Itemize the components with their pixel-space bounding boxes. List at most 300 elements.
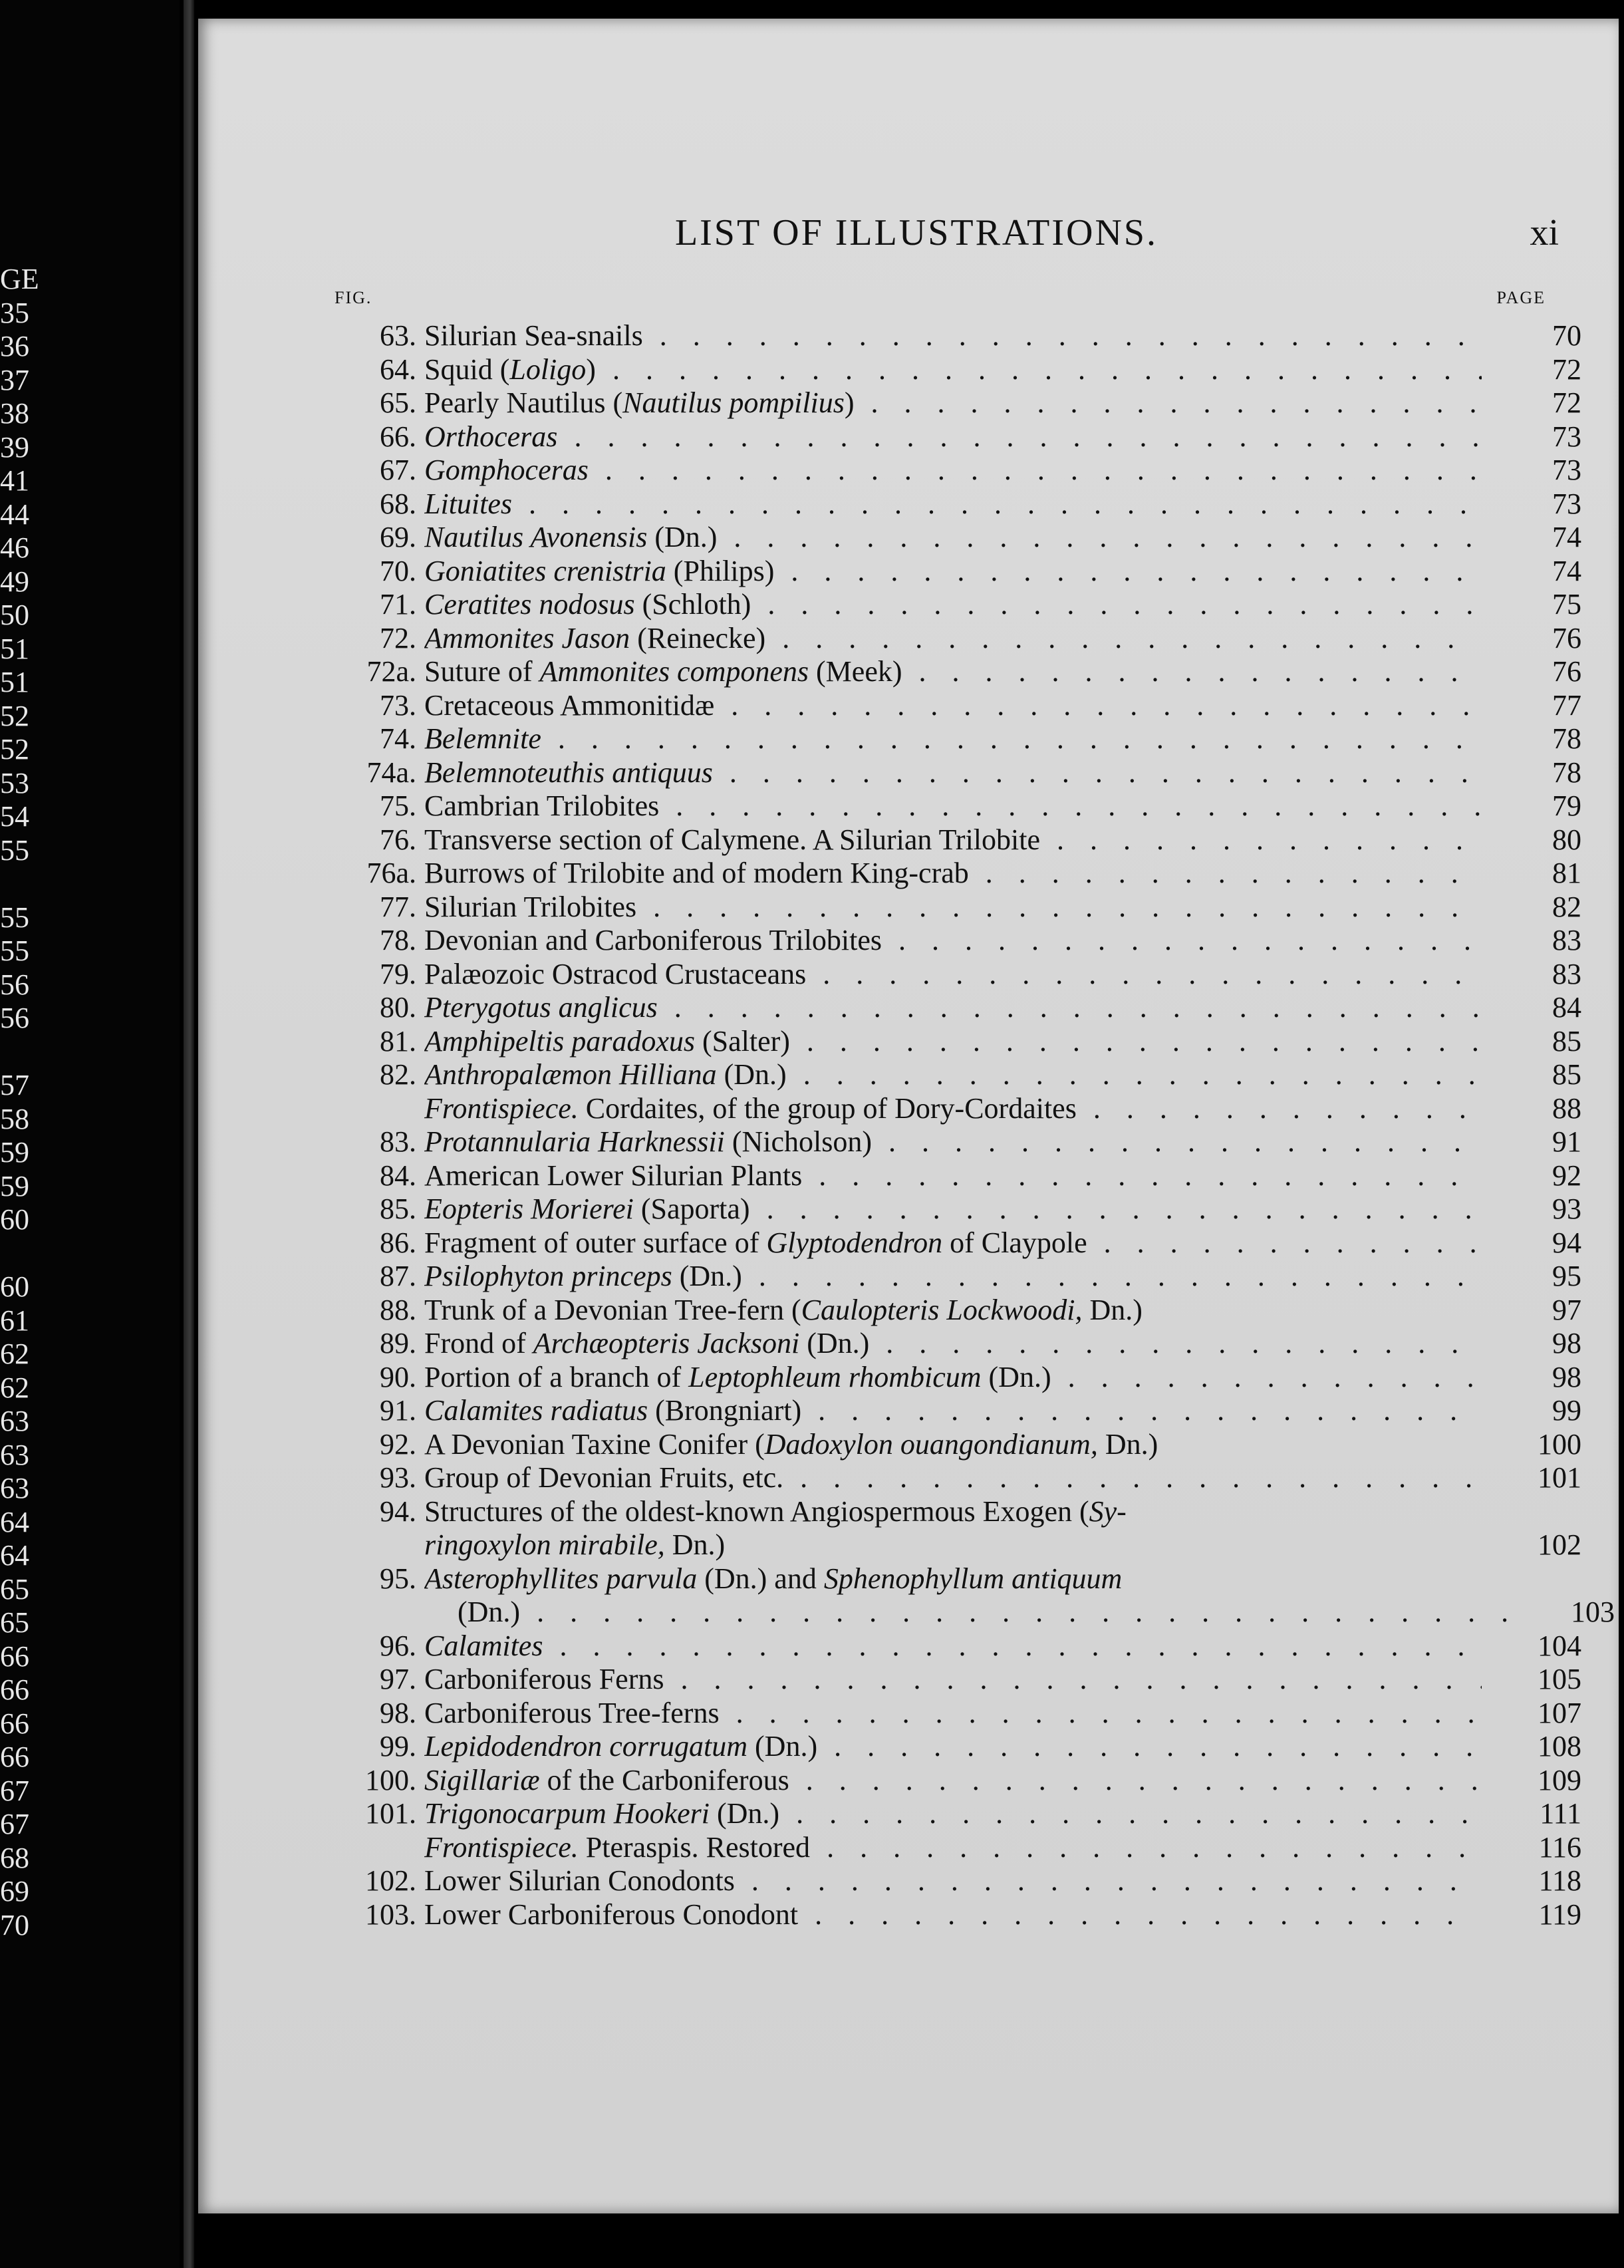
list-item <box>198 454 1619 488</box>
caption-italic-text: Anthropalæmon Hilliana <box>424 1058 717 1091</box>
figure-number: 95. <box>380 1562 416 1595</box>
facing-page-number: 64 <box>0 1505 29 1538</box>
figure-caption <box>424 958 1482 991</box>
figure-caption <box>424 655 1482 688</box>
list-item <box>198 756 1619 790</box>
figure-number: 64. <box>380 353 416 386</box>
page-reference: 104 <box>1538 1629 1581 1662</box>
caption-italic-text: Leptophleum rhombicum <box>688 1360 982 1393</box>
page-reference: 98 <box>1552 1327 1581 1359</box>
facing-page-number: 38 <box>0 397 29 430</box>
list-item <box>198 1596 1619 1630</box>
figure-caption <box>424 689 1482 722</box>
list-item <box>198 1864 1619 1898</box>
caption-italic-text: Calamites <box>424 1629 543 1662</box>
caption-text: (Meek) <box>809 655 902 688</box>
facing-page-number: 56 <box>0 1002 29 1034</box>
caption-italic-text: Dadoxylon ouangondianum, <box>764 1427 1098 1461</box>
page-reference: 93 <box>1552 1193 1581 1225</box>
facing-page-number: 55 <box>0 934 29 967</box>
list-item <box>198 319 1619 353</box>
page-reference: 116 <box>1538 1830 1581 1864</box>
list-item <box>198 1528 1619 1562</box>
facing-page-number: 36 <box>0 330 29 362</box>
page-reference: 76 <box>1552 655 1581 688</box>
list-item <box>198 1697 1619 1731</box>
page-reference: 105 <box>1538 1663 1581 1695</box>
figure-number: 67. <box>380 454 416 486</box>
page-reference: 72 <box>1552 386 1581 419</box>
facing-page-edge <box>0 0 180 2268</box>
list-item <box>198 488 1619 521</box>
facing-page-number: 54 <box>0 800 29 833</box>
figure-number: 70. <box>380 554 416 587</box>
caption-italic-text: Loligo <box>509 353 587 386</box>
list-item <box>198 1327 1619 1361</box>
page-reference: 97 <box>1552 1293 1581 1326</box>
page-reference: 109 <box>1538 1763 1581 1796</box>
caption-italic-text: Trigonocarpum Hookeri <box>424 1797 710 1830</box>
page-reference: 73 <box>1552 454 1581 486</box>
figure-caption <box>424 1864 1482 1898</box>
caption-italic-text: Psilophyton princeps <box>424 1260 672 1292</box>
caption-italic-text: Frontispiece. <box>424 1091 579 1125</box>
caption-italic-text: Belemnoteuthis antiquus <box>424 756 713 789</box>
caption-italic-text: Eopteris Morierei <box>424 1193 634 1225</box>
facing-page-number: 67 <box>0 1808 29 1840</box>
page-reference: 79 <box>1552 789 1581 822</box>
caption-text: Portion of a branch of <box>424 1360 689 1393</box>
facing-page-number: 51 <box>0 666 29 698</box>
page-reference: 76 <box>1552 621 1581 654</box>
list-item <box>198 1226 1619 1260</box>
figure-caption <box>424 1764 1482 1797</box>
facing-page-number: 63 <box>0 1472 29 1504</box>
figure-number: 93. <box>380 1461 416 1494</box>
caption-text: A Devonian Taxine Conifer ( <box>424 1427 765 1461</box>
fig-column-header: FIG. <box>335 288 372 307</box>
figure-caption <box>424 1394 1482 1427</box>
book-page <box>198 19 1619 2213</box>
facing-page-number: 51 <box>0 632 29 665</box>
figure-caption <box>424 789 1482 823</box>
caption-text: Devonian and Carboniferous Trilobites <box>424 924 882 956</box>
page-reference: 92 <box>1552 1159 1581 1192</box>
caption-text: (Dn.) <box>458 1596 521 1628</box>
column-headers <box>198 288 1619 315</box>
figure-caption <box>424 1528 1482 1562</box>
list-item <box>198 1058 1619 1092</box>
figure-number: 73. <box>380 688 416 722</box>
figure-caption <box>424 891 1482 924</box>
figure-caption <box>424 386 1482 420</box>
list-item <box>198 1125 1619 1159</box>
caption-italic-text: Pterygotus anglicus <box>424 991 658 1024</box>
caption-italic-text: Frontispiece. <box>424 1830 579 1864</box>
list-item <box>198 1898 1619 1932</box>
caption-italic-text: ringoxylon mirabile, <box>424 1528 665 1561</box>
facing-page-number: 60 <box>0 1203 29 1236</box>
list-item <box>198 1193 1619 1226</box>
facing-page-number: 66 <box>0 1673 29 1706</box>
caption-italic-text: Sphenophyllum antiquum <box>823 1562 1123 1595</box>
facing-page-number: 58 <box>0 1102 29 1135</box>
figure-number: 100. <box>365 1763 416 1796</box>
caption-italic-text: Calamites radiatus <box>424 1394 648 1427</box>
caption-text: Carboniferous Tree-ferns <box>424 1696 720 1729</box>
list-item <box>198 1797 1619 1831</box>
caption-text: ) <box>586 353 596 386</box>
figure-caption <box>424 1495 1482 1528</box>
caption-text: Cambrian Trilobites <box>424 789 660 822</box>
figure-caption <box>424 722 1482 756</box>
facing-page-number: 64 <box>0 1539 29 1572</box>
page-reference: 74 <box>1552 521 1581 553</box>
caption-italic-text: Orthoceras <box>424 420 558 453</box>
list-item <box>198 958 1619 992</box>
figure-caption <box>424 1025 1482 1058</box>
caption-italic-text: Glyptodendron <box>766 1226 943 1259</box>
list-item <box>198 857 1619 891</box>
caption-text: Silurian Trilobites <box>424 890 637 923</box>
page-reference: 101 <box>1538 1461 1581 1494</box>
caption-italic-text: Caulopteris Lockwoodi, <box>801 1293 1083 1326</box>
book-gutter <box>184 0 194 2268</box>
page-reference: 99 <box>1552 1394 1581 1427</box>
facing-page-number: 66 <box>0 1741 29 1773</box>
figure-caption <box>424 1630 1482 1663</box>
page-reference: 85 <box>1552 1058 1581 1091</box>
figure-caption <box>424 1596 1515 1629</box>
list-item <box>198 689 1619 723</box>
caption-text: (Schloth) <box>634 588 751 621</box>
caption-italic-text: Nautilus Avonensis <box>424 521 648 553</box>
figure-number: 63. <box>380 319 416 352</box>
facing-page-number: 67 <box>0 1774 29 1807</box>
figure-caption <box>424 1461 1482 1494</box>
list-item <box>198 521 1619 555</box>
caption-text: Suture of <box>424 655 540 688</box>
figure-caption <box>424 555 1482 588</box>
facing-page-number: 66 <box>0 1639 29 1673</box>
caption-text: Carboniferous Ferns <box>424 1663 664 1695</box>
caption-text: Fragment of outer surface of <box>424 1226 767 1259</box>
figure-number: 103. <box>365 1898 416 1931</box>
page-reference: 77 <box>1552 688 1581 722</box>
figure-number: 65. <box>380 386 416 419</box>
figure-number: 91. <box>380 1394 416 1427</box>
figure-number: 76. <box>380 823 416 856</box>
caption-italic-text: Asterophyllites parvula <box>424 1562 698 1595</box>
facing-page-number: 62 <box>0 1338 29 1370</box>
figure-number: 85. <box>380 1193 416 1225</box>
list-item <box>198 622 1619 656</box>
page-column-header: PAGE <box>1496 288 1546 307</box>
page-reference: 78 <box>1552 756 1581 789</box>
facing-page-number <box>0 1237 73 1271</box>
figure-caption <box>424 857 1482 890</box>
figure-caption <box>424 488 1482 521</box>
caption-italic-text: Protannularia Harknessii <box>424 1125 725 1158</box>
facing-page-number: 49 <box>0 565 29 598</box>
list-item <box>198 1361 1619 1395</box>
list-item <box>198 555 1619 589</box>
page-reference: 118 <box>1538 1864 1581 1897</box>
list-item <box>198 420 1619 454</box>
list-item <box>198 1630 1619 1663</box>
page-title: LIST OF ILLUSTRATIONS. <box>674 212 1158 253</box>
caption-italic-text: Belemnite <box>424 722 541 755</box>
figure-number: 101. <box>365 1797 416 1830</box>
page-reference: 72 <box>1552 353 1581 386</box>
figure-number: 90. <box>380 1360 416 1393</box>
figure-caption <box>424 1058 1482 1091</box>
page-reference: 81 <box>1552 857 1581 889</box>
figure-number: 99. <box>380 1730 416 1763</box>
figure-caption <box>424 454 1482 487</box>
caption-italic-text: Amphipeltis paradoxus <box>424 1024 695 1058</box>
facing-page-number: 65 <box>0 1572 29 1606</box>
caption-text: (Saporta) <box>633 1193 750 1225</box>
figure-caption <box>424 1226 1482 1260</box>
caption-text: Dn.) <box>1097 1427 1158 1461</box>
caption-text: of Claypole <box>942 1226 1087 1259</box>
page-reference: 83 <box>1552 957 1581 990</box>
list-item <box>198 991 1619 1025</box>
page-reference: 83 <box>1552 924 1581 956</box>
facing-page-number: 70 <box>0 1908 29 1941</box>
facing-page-number: 63 <box>0 1405 29 1437</box>
list-item <box>198 588 1619 622</box>
list-item <box>198 386 1619 420</box>
caption-italic-text: Lepidodendron corrugatum <box>424 1730 748 1763</box>
figure-number: 76a. <box>366 857 416 889</box>
caption-text: (Dn.) <box>647 521 718 553</box>
list-item <box>198 1260 1619 1294</box>
page-reference: 82 <box>1552 890 1581 923</box>
figure-number: 81. <box>380 1024 416 1058</box>
page-reference: 95 <box>1552 1260 1581 1292</box>
figure-number: 96. <box>380 1629 416 1662</box>
caption-text: Transverse section of Calymene. A Silurian Trilobite <box>424 823 1040 856</box>
caption-text: (Dn.) <box>981 1360 1051 1393</box>
caption-text: (Nicholson) <box>724 1125 873 1158</box>
figure-caption <box>424 1193 1482 1226</box>
page-reference: 73 <box>1552 420 1581 453</box>
facing-page-number: 66 <box>0 1707 29 1740</box>
list-item <box>198 1394 1619 1428</box>
list-item <box>198 1461 1619 1495</box>
page-reference: 88 <box>1552 1091 1581 1125</box>
figure-number: 79. <box>380 957 416 990</box>
facing-page-number: 35 <box>0 296 29 329</box>
page-reference: 108 <box>1538 1730 1581 1763</box>
caption-italic-text: Gomphoceras <box>424 454 589 486</box>
facing-page-number: 50 <box>0 599 29 631</box>
list-item <box>198 823 1619 857</box>
figure-number: 82. <box>380 1058 416 1091</box>
facing-page-number: 59 <box>0 1169 29 1203</box>
figure-number: 98. <box>380 1696 416 1729</box>
caption-text: Cordaites, of the group of Dory-Cordaites <box>578 1091 1077 1125</box>
figure-number: 78. <box>380 924 416 956</box>
caption-text: Lower Carboniferous Conodont <box>424 1898 799 1931</box>
figure-caption <box>424 1361 1482 1394</box>
figure-caption <box>424 1697 1482 1730</box>
list-item <box>198 891 1619 924</box>
list-item <box>198 722 1619 756</box>
figure-number: 84. <box>380 1159 416 1192</box>
figure-caption <box>424 622 1482 655</box>
caption-italic-text: Goniatites crenistria <box>424 554 666 587</box>
page-reference: 91 <box>1552 1125 1581 1158</box>
caption-text: Trunk of a Devonian Tree-fern ( <box>424 1293 801 1326</box>
caption-text: Palæozoic Ostracod Crustaceans <box>424 957 807 990</box>
caption-text: American Lower Silurian Plants <box>424 1159 803 1192</box>
caption-text: Dn.) <box>664 1528 726 1561</box>
list-item <box>198 1562 1619 1596</box>
facing-page-number: 55 <box>0 833 29 867</box>
facing-page-number <box>0 867 73 901</box>
list-item <box>198 789 1619 823</box>
caption-italic-text: Ammonites componens <box>539 655 809 688</box>
figure-caption <box>424 823 1482 857</box>
caption-italic-text: Lituites <box>424 487 513 520</box>
page-reference: 100 <box>1538 1427 1581 1461</box>
figure-number: 72a. <box>366 655 416 688</box>
figure-caption <box>424 1260 1482 1293</box>
caption-italic-text: Nautilus pompilius <box>622 386 845 419</box>
caption-text: (Dn.) <box>799 1327 870 1359</box>
figure-number: 74. <box>380 722 416 755</box>
facing-page-number: 61 <box>0 1304 29 1337</box>
figure-caption <box>424 1730 1482 1763</box>
page-reference: 119 <box>1538 1898 1581 1931</box>
caption-text: (Dn.) <box>710 1797 780 1830</box>
facing-page-number: 37 <box>0 363 29 396</box>
facing-page-number: 57 <box>0 1069 29 1101</box>
caption-text: (Dn.) and <box>697 1562 824 1595</box>
page-number: xi <box>1530 212 1559 253</box>
page-reference: 102 <box>1538 1528 1581 1561</box>
list-item <box>198 1428 1619 1462</box>
figure-number: 68. <box>380 487 416 520</box>
caption-text: Frond of <box>424 1327 533 1359</box>
page-reference: 103 <box>1571 1596 1615 1628</box>
figure-caption <box>424 420 1482 454</box>
facing-page-number: 53 <box>0 766 29 799</box>
caption-text: (Dn.) <box>716 1058 787 1091</box>
caption-text: (Dn.) <box>672 1260 742 1292</box>
facing-page-number: 44 <box>0 497 29 531</box>
caption-text: Burrows of Trilobite and of modern King-crab <box>424 857 969 889</box>
facing-page-number: 65 <box>0 1606 29 1639</box>
running-header <box>198 212 1619 258</box>
facing-page-number: 62 <box>0 1371 29 1404</box>
figure-number: 94. <box>380 1494 416 1528</box>
facing-page-number: 39 <box>0 430 29 464</box>
page-reference: 74 <box>1552 554 1581 587</box>
caption-text: (Reinecke) <box>630 621 766 654</box>
illustrations-list <box>198 319 1619 1931</box>
figure-number: 87. <box>380 1260 416 1292</box>
figure-number: 97. <box>380 1663 416 1695</box>
caption-italic-text: Archæopteris Jacksoni <box>533 1327 800 1359</box>
list-item <box>198 1663 1619 1697</box>
facing-page-number: 52 <box>0 733 29 766</box>
figure-caption <box>424 319 1482 353</box>
list-item <box>198 1764 1619 1798</box>
facing-page-number: 56 <box>0 968 29 1001</box>
figure-caption <box>424 1428 1482 1461</box>
figure-number: 89. <box>380 1327 416 1359</box>
figure-caption <box>424 756 1482 789</box>
caption-italic-text: Ammonites Jason <box>424 621 630 654</box>
caption-text: Cretaceous Ammonitidæ <box>424 688 715 722</box>
list-item <box>198 1495 1619 1529</box>
figure-caption <box>424 1092 1482 1125</box>
figure-number: 74a. <box>366 756 416 789</box>
caption-italic-text: Sy- <box>1089 1494 1127 1528</box>
figure-number: 83. <box>380 1125 416 1158</box>
page-reference: 78 <box>1552 722 1581 755</box>
facing-page-number: 41 <box>0 464 29 497</box>
figure-caption <box>424 1831 1482 1864</box>
facing-page-number: 55 <box>0 901 29 934</box>
list-item <box>198 1294 1619 1328</box>
caption-text: Silurian Sea-snails <box>424 319 643 352</box>
figure-number: 72. <box>380 621 416 654</box>
page-reference: 84 <box>1552 991 1581 1024</box>
facing-page-number: 59 <box>0 1136 29 1169</box>
figure-number: 92. <box>380 1427 416 1461</box>
list-item <box>198 1730 1619 1764</box>
figure-number: 75. <box>380 789 416 822</box>
facing-page-number <box>0 1036 73 1069</box>
page-reference: 80 <box>1552 823 1581 856</box>
figure-caption <box>424 1898 1482 1931</box>
facing-page-number: 68 <box>0 1841 29 1874</box>
caption-text: Lower Silurian Conodonts <box>424 1864 735 1897</box>
caption-text: (Dn.) <box>747 1730 818 1763</box>
caption-text: of the Carboniferous <box>539 1763 789 1796</box>
figure-number: 86. <box>380 1226 416 1259</box>
figure-number: 80. <box>380 991 416 1024</box>
facing-page-number: 46 <box>0 531 29 564</box>
list-item <box>198 655 1619 689</box>
figure-caption <box>424 1797 1482 1830</box>
figure-number: 69. <box>380 521 416 553</box>
caption-text: (Philips) <box>666 554 775 587</box>
list-item <box>198 1831 1619 1865</box>
facing-page-number: GE <box>0 263 39 295</box>
caption-text: (Salter) <box>694 1024 790 1058</box>
list-item <box>198 353 1619 387</box>
list-item <box>198 1159 1619 1193</box>
figure-caption <box>424 353 1482 386</box>
caption-text: Structures of the oldest-known Angiospermous Exogen ( <box>424 1494 1089 1528</box>
caption-text: ) <box>844 386 855 419</box>
page-reference: 85 <box>1552 1024 1581 1058</box>
list-item <box>198 1092 1619 1126</box>
caption-text: Pteraspis. Restored <box>578 1830 811 1864</box>
facing-page-number: 52 <box>0 699 29 732</box>
figure-caption <box>424 1294 1482 1327</box>
figure-caption <box>424 1125 1482 1159</box>
page-reference: 75 <box>1552 588 1581 621</box>
page-reference: 111 <box>1540 1797 1581 1830</box>
facing-page-number: 63 <box>0 1438 29 1471</box>
